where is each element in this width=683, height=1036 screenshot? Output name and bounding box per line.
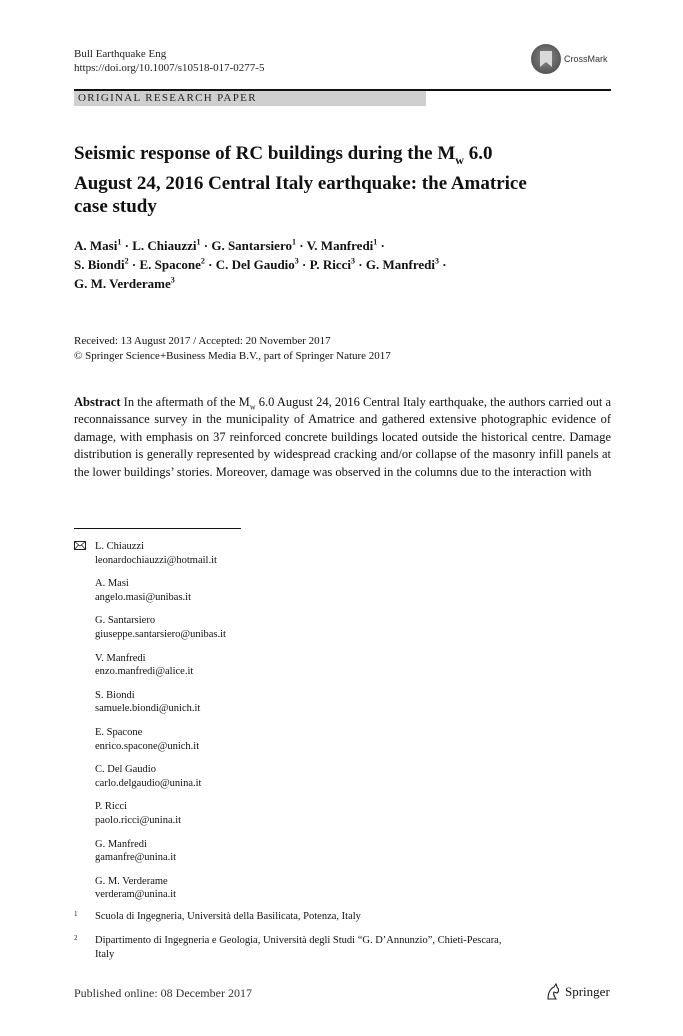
crossmark-badge[interactable] — [531, 44, 608, 74]
email-link[interactable]: leonardochiauzzi@hotmail.it — [95, 554, 217, 566]
author: V. Manfredi$^1$ — [306, 237, 378, 253]
email-link[interactable]: paolo.ricci@unina.it — [95, 814, 182, 826]
author-list: A. Masi$^1$ · L. Chiauzzi$^1$ · G. Santarsiero$^1$ · V. Manfredi$^1$ · S. Biondi$^2$ · E. Spacone$^2$ · C. Del Gaudio$^3$ · P. Ricci$^3$ · G. Manfredi$^3$ · G. M. Verderame$^3$ — [74, 237, 447, 291]
abstract — [74, 394, 611, 481]
abstract-label: Abstract — [74, 395, 121, 409]
publisher-name: Springer — [565, 984, 610, 999]
published-online: Published online: 08 December 2017 — [74, 986, 252, 1000]
contact-entry: A. Masi angelo.masi@unibas.it — [95, 577, 395, 604]
springer-logo — [545, 983, 610, 1001]
contact-entry: G. Santarsiero giuseppe.santarsiero@unibas.it — [95, 614, 395, 641]
contact-entry: G. Manfredi gamanfre@unina.it — [95, 838, 395, 865]
contact-entry: L. Chiauzzi leonardochiauzzi@hotmail.it — [95, 540, 395, 567]
footnote-rule — [74, 528, 241, 529]
crossmark-icon — [531, 44, 561, 74]
author: C. Del Gaudio$^3$ — [215, 256, 299, 272]
author: G. Santarsiero$^1$ — [211, 237, 296, 253]
received-accepted: Received: 13 August 2017 / Accepted: 20 November 2017 — [74, 335, 331, 347]
email-link[interactable]: enrico.spacone@unich.it — [95, 740, 200, 752]
author-contacts — [95, 540, 395, 912]
email-link[interactable]: verderam@unina.it — [95, 889, 177, 901]
author: G. Manfredi$^3$ — [365, 256, 439, 272]
springer-horse-icon — [545, 983, 561, 1001]
crossmark-label: CrossMark — [564, 54, 608, 64]
paper-title: Seismic response of RC buildings during the $M_w$ 6.0 August 24, 2016 Central Italy earthquake: the Amatrice case study — [74, 143, 527, 217]
email-link[interactable]: giuseppe.santarsiero@unibas.it — [95, 628, 226, 640]
paper-page: Bull Earthquake Eng https://doi.org/10.1007/s10518-017-0277-5 CrossMark ORIGINAL RESEARCH PAPER Seismic response of RC buildings during the $M_w$ 6.0 August 24, 2016 Central Italy earthquake: the Amatrice case study A. Masi$^1$ · L. Chiauzzi$^1$ · G. Santarsiero$^1$ · V. Manfredi$^1$ · S. Biondi$^2$ · E. Spacone$^2$ · C. Del Gaudio$^3$ · P. Ricci$^3$ · G. Manfredi$^3$ · G. M. Verderame$^3$ Received: 13 August 2017 / Accepted: 20 November 2017 © Springer Science+Business Media B.V., part of Springer Nature 2017 Abstract In the aftermath of the $M_w$ 6.0 August 24, 2016 Central Italy earthquake, the authors carried out a reconnaissance survey in the municipality of Amatrice and gathered extensive photographic evidence of damage, with emphasis on 37 reinforced concrete buildings located outside the historical centre. Damage distribution is generally represented by widespread cracking and/or collapse of the masonry infill panels at the lower buildings’ stories. Moreover, damage was observed in the columns due to the interaction with L. Chiauzzi leonardochiauzzi@hotmail.it A. Masi angelo.masi@unibas.it G. Santarsiero giuseppe.santarsiero@unibas.it V. Manfredi enzo.manfredi@alice.it S. Biondi samuele.biondi@unich.it E. Spacone enrico.spacone@unich.it C. Del Gaudio carlo.delgaudio@unina.it P. Ricci paolo.ricci@unina.it G. Manfredi gamanfre@unina.it G. M. Verderame verderam@unina.it 1 Scuola di Ingegneria, Università della Basilicata, Potenza, Italy 2 Dipartimento di Ingegneria e Geologia, Università degli Studi “G. D’Annunzio”, Chieti-Pescara, Italy Published online: 08 December 2017 Springer — [0, 0, 683, 1036]
journal-name: Bull Earthquake Eng — [74, 48, 167, 60]
author: A. Masi$^1$ — [74, 237, 122, 253]
journal-info — [74, 47, 264, 75]
contact-entry: P. Ricci paolo.ricci@unina.it — [95, 800, 395, 827]
contact-entry: C. Del Gaudio carlo.delgaudio@unina.it — [95, 763, 395, 790]
email-link[interactable]: carlo.delgaudio@unina.it — [95, 777, 202, 789]
contact-entry: V. Manfredi enzo.manfredi@alice.it — [95, 652, 395, 679]
article-category: ORIGINAL RESEARCH PAPER — [74, 91, 426, 106]
doi-link[interactable]: https://doi.org/10.1007/s10518-017-0277-5 — [74, 62, 265, 74]
copyright: © Springer Science+Business Media B.V., part of Springer Nature 2017 — [74, 350, 391, 362]
publication-dates — [74, 334, 391, 364]
contact-entry: S. Biondi samuele.biondi@unich.it — [95, 689, 395, 716]
email-link[interactable]: samuele.biondi@unich.it — [95, 703, 201, 715]
author: L. Chiauzzi$^1$ — [132, 237, 201, 253]
email-link[interactable]: gamanfre@unina.it — [95, 852, 177, 864]
contact-entry: E. Spacone enrico.spacone@unich.it — [95, 726, 395, 753]
author: G. M. Verderame$^3$ — [74, 275, 175, 291]
email-link[interactable]: enzo.manfredi@alice.it — [95, 666, 194, 678]
author: E. Spacone$^2$ — [139, 256, 205, 272]
envelope-icon — [74, 541, 86, 550]
author: P. Ricci$^3$ — [309, 256, 356, 272]
email-link[interactable]: angelo.masi@unibas.it — [95, 591, 191, 603]
author: S. Biondi$^2$ — [74, 256, 129, 272]
abstract-text: In the aftermath of the $M_w$ 6.0 August 24, 2016 Central Italy earthquake, the authors carried out a reconnaissance survey in the municipality of Amatrice and gathered extensive photographic evidence of damage, with emphasis on 37 reinforced concrete buildings located outside the historical centre. Damage distribution is generally represented by widespread cracking and/or collapse of the masonry infill panels at the lower buildings’ stories. Moreover, damage was observed in the columns due to the interaction with — [74, 395, 612, 479]
contact-entry: G. M. Verderame verderam@unina.it — [95, 875, 395, 902]
